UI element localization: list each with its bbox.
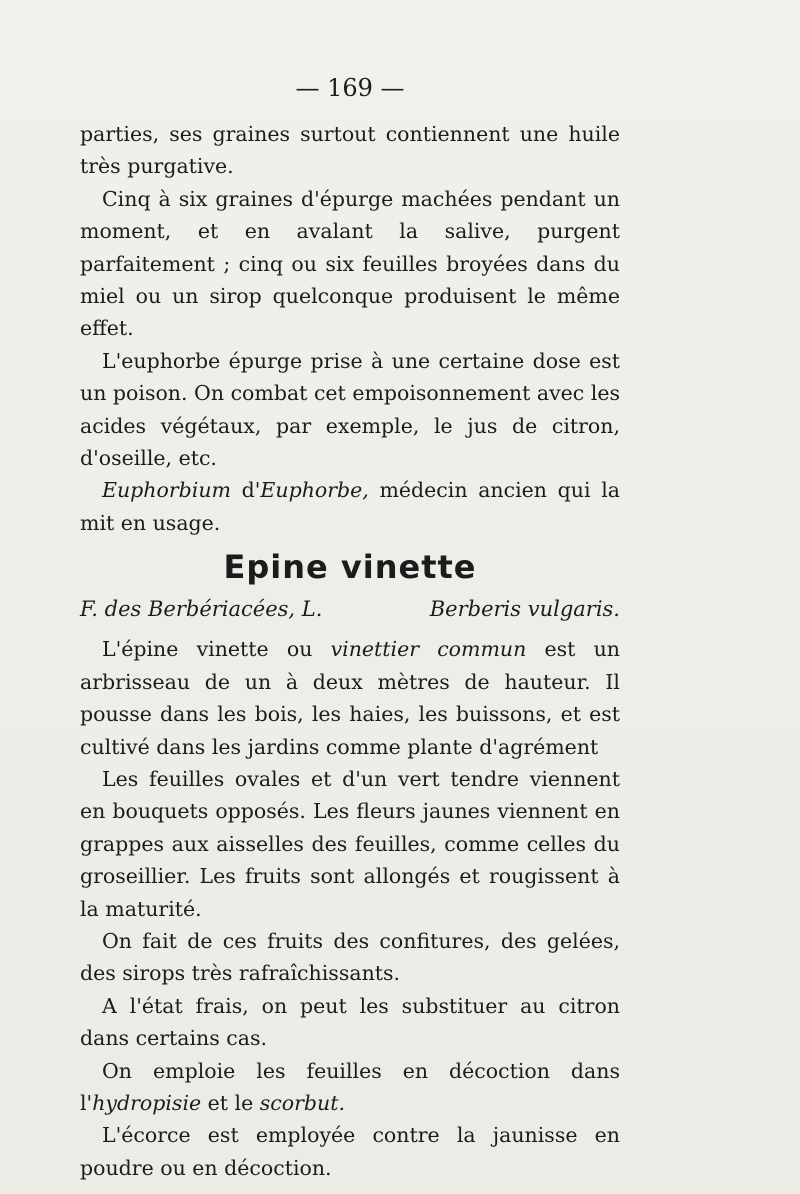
paragraph-dosage: Cinq à six graines d'épurge machées pendant un moment, et en avalant la salive, purgent parfaitement ; cinq ou six feuilles broyées dans du miel ou un sirop quelconque produisent le même effet. <box>80 186 620 341</box>
paragraph-poison: L'euphorbe épurge prise à une certaine dose est un poison. On combat cet empoisonnement avec les acides végétaux, par exemple, le jus de citron, d'oseille, etc. <box>80 348 620 471</box>
etymology-rest: médecin ancien qui la mit en usage. <box>80 478 621 535</box>
intro-text-end: est un arbrisseau de un à deux mètres de hauteur. Il pousse dans les bois, les haies, les buissons, et est cultivé dans les jardins comme plante d'agrément <box>80 637 620 759</box>
hydro-text-start: On emploie les feuilles en décoction dans l' <box>80 1058 620 1115</box>
page-number: — 169 — <box>295 74 405 102</box>
species-name: Berberis vulgaris. <box>429 597 620 622</box>
paragraph-uses: On fait de ces fruits des confitures, des gelées, des sirops très rafraîchissants. <box>80 928 620 986</box>
intro-common-name: vinettier commun <box>330 637 527 662</box>
section-heading: Epine vinette <box>223 548 477 587</box>
hydro-term: hydropisie <box>92 1090 202 1115</box>
scorbut-term: scorbut. <box>259 1090 345 1115</box>
paragraph-citron: A l'état frais, on peut les substituer au citron dans certains cas. <box>80 993 620 1051</box>
paragraph-continuation: parties, ses graines surtout contiennent une huile très purgative. <box>80 122 620 179</box>
paragraph-intro <box>80 633 620 763</box>
etymology-connector: d' <box>230 478 261 503</box>
paragraph-bark: L'écorce est employée contre la jaunisse en poudre ou en décoction. <box>80 1123 620 1180</box>
hydro-connector: et le <box>201 1090 260 1115</box>
page-body <box>80 118 620 1184</box>
paragraph-description: Les feuilles ovales et d'un vert tendre viennent en bouquets opposés. Les fleurs jaunes viennent en grappes aux aisselles des feuilles, comme celles du groseillier. Les fruits sont allongés et rougissent à la maturité. <box>80 766 620 921</box>
family-name: F. des Berbériacées, L. <box>80 597 323 622</box>
paragraph-hydropisie <box>80 1055 620 1120</box>
intro-text-start: L'épine vinette ou <box>102 637 331 662</box>
etymology-name: Euphorbe, <box>260 478 369 503</box>
etymology-latin: Euphorbium <box>102 478 231 503</box>
botanical-family-line <box>80 593 620 625</box>
paragraph-etymology <box>80 474 620 539</box>
